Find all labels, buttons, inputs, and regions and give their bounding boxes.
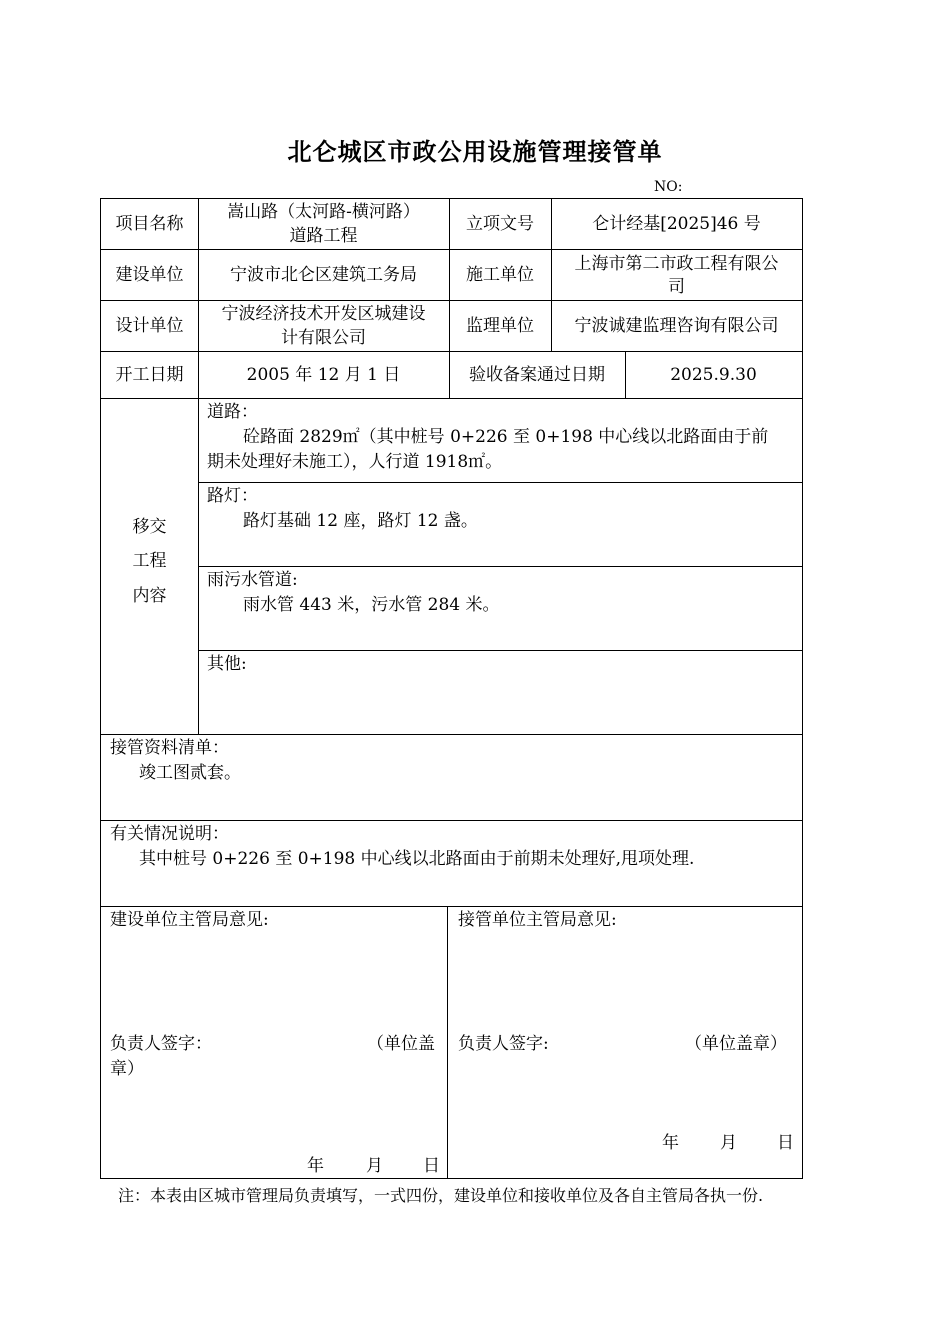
row-divider <box>101 398 802 399</box>
builder-label: 建设单位 <box>115 265 184 285</box>
row-divider <box>198 650 802 651</box>
supervisor-value: 宁波诚建监理咨询有限公司 <box>574 316 779 336</box>
row-divider <box>198 482 802 483</box>
row-divider <box>101 249 802 250</box>
start-date-value: 2005 年 12 月 1 日 <box>246 365 401 385</box>
acceptance-date-value: 2025.9.30 <box>670 365 757 385</box>
transfer-content-label-3: 内容 <box>132 586 167 606</box>
receiver-date-month: 月 <box>720 1133 737 1153</box>
row-divider <box>101 906 802 907</box>
receiver-opinion-label: 接管单位主管局意见: <box>458 910 617 930</box>
road-section-label: 道路： <box>207 402 258 422</box>
approval-number-label: 立项文号 <box>466 214 534 234</box>
approval-number-value: 仑计经基[2025]46 号 <box>592 214 761 234</box>
project-name-label: 项目名称 <box>115 214 184 234</box>
builder-signature-label: 负责人签字： <box>110 1034 212 1054</box>
receiver-stamp-label: （单位盖章） <box>685 1034 787 1054</box>
streetlight-section-label: 路灯： <box>207 486 258 506</box>
remarks-label: 有关情况说明： <box>110 824 229 844</box>
row-divider <box>101 820 802 821</box>
start-date-label: 开工日期 <box>115 365 184 385</box>
designer-line-1: 宁波经济技术开发区城建设 <box>221 304 426 324</box>
pipeline-section-label: 雨污水管道: <box>207 570 298 590</box>
project-name-line-1: 嵩山路（太河路-横河路） <box>227 202 420 222</box>
acceptance-date-label: 验收备案通过日期 <box>469 365 605 385</box>
contractor-line-1: 上海市第二市政工程有限公 <box>574 254 779 274</box>
pipeline-description: 雨水管 443 米，污水管 284 米。 <box>243 595 500 615</box>
column-divider <box>447 906 448 1178</box>
builder-stamp-label-cont: 章） <box>110 1059 144 1079</box>
streetlight-description: 路灯基础 12 座，路灯 12 盏。 <box>243 511 478 531</box>
remarks-text: 其中桩号 0+226 至 0+198 中心线以北路面由于前期未处理好,甩项处理. <box>139 849 695 869</box>
row-divider <box>198 566 802 567</box>
form-number-label: NO: <box>654 179 683 195</box>
handover-docs-text: 竣工图贰套。 <box>139 763 241 783</box>
transfer-content-label-1: 移交 <box>132 517 167 537</box>
designer-label: 设计单位 <box>115 316 184 336</box>
supervisor-label: 监理单位 <box>466 316 534 336</box>
contractor-label: 施工单位 <box>466 265 534 285</box>
builder-stamp-label: （单位盖 <box>367 1034 435 1054</box>
contractor-line-2: 司 <box>668 277 685 297</box>
builder-value: 宁波市北仑区建筑工务局 <box>230 265 417 285</box>
handover-form-table <box>100 198 803 1179</box>
road-description-line-1: 砼路面 2829㎡（其中桩号 0+226 至 0+198 中心线以北路面由于前 <box>243 427 769 447</box>
page-title: 北仑城区市政公用设施管理接管单 <box>287 138 663 166</box>
footer-note: 注：本表由区城市管理局负责填写，一式四份，建设单位和接收单位及各自主管局各执一份. <box>118 1186 764 1205</box>
road-description-line-2: 期未处理好未施工），人行道 1918㎡。 <box>207 452 503 472</box>
handover-docs-label: 接管资料清单： <box>110 738 229 758</box>
builder-date-month: 月 <box>366 1156 383 1176</box>
row-divider <box>101 734 802 735</box>
designer-line-2: 计有限公司 <box>281 328 366 348</box>
row-divider <box>101 351 802 352</box>
transfer-content-label-2: 工程 <box>132 551 167 571</box>
project-name-line-2: 道路工程 <box>289 226 358 246</box>
receiver-date-day: 日 <box>777 1133 794 1153</box>
builder-opinion-label: 建设单位主管局意见: <box>110 910 269 930</box>
row-divider <box>101 300 802 301</box>
builder-date-year: 年 <box>307 1156 324 1176</box>
other-section-label: 其他: <box>207 654 247 674</box>
receiver-date-year: 年 <box>662 1133 679 1153</box>
receiver-signature-label: 负责人签字: <box>458 1034 549 1054</box>
builder-date-day: 日 <box>423 1156 440 1176</box>
